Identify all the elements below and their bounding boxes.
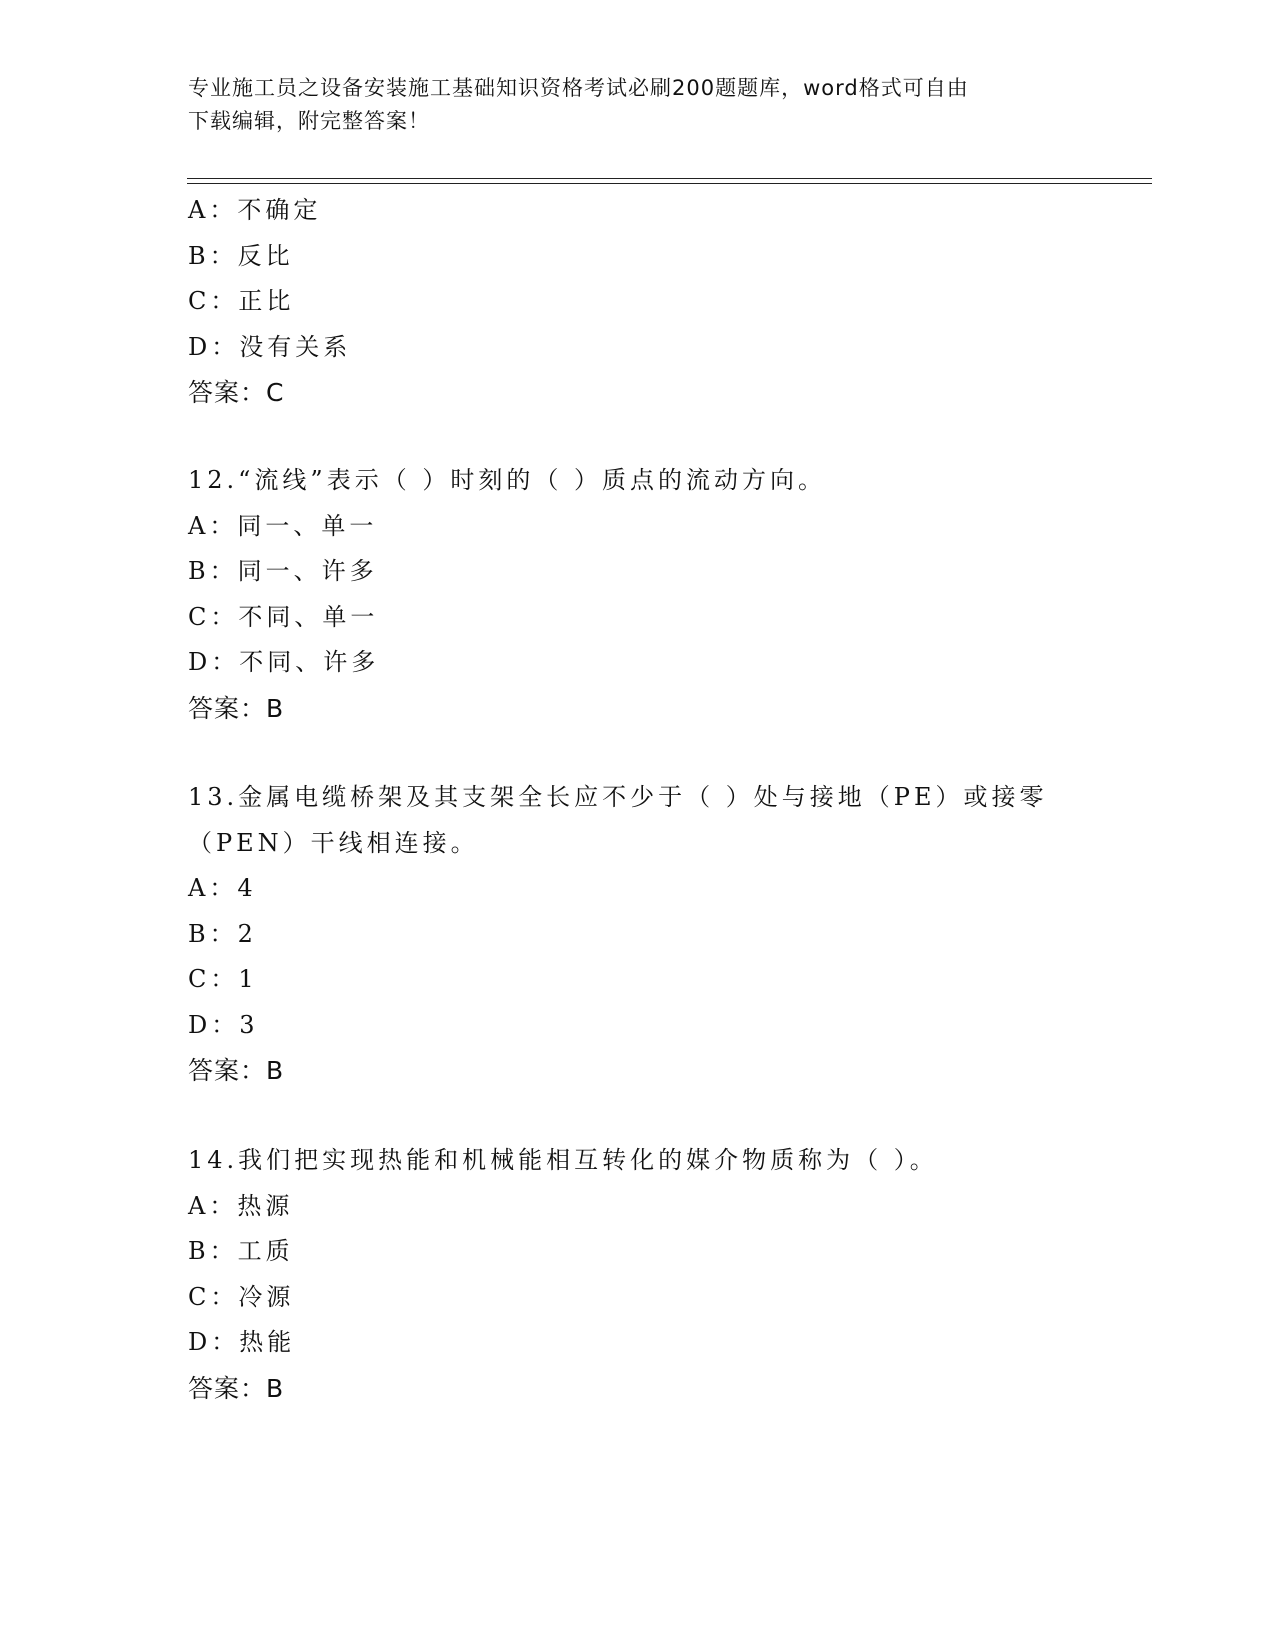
answer-label: 答案：B xyxy=(188,1373,285,1403)
option-b: B：工质 xyxy=(188,1237,294,1265)
question-13-block xyxy=(188,775,1088,1094)
option-b: B：同一、许多 xyxy=(188,557,378,585)
option-d: D：3 xyxy=(188,1010,259,1039)
question-text: 12.“流线”表示（ ）时刻的（ ）质点的流动方向。 xyxy=(188,466,826,494)
question-text: 14.我们把实现热能和机械能相互转化的媒介物质称为（ ）。 xyxy=(188,1146,938,1174)
option-a: A：不确定 xyxy=(188,196,322,224)
question-12-block xyxy=(188,458,1088,731)
option-b: B：反比 xyxy=(188,241,294,270)
answer-label: 答案：B xyxy=(188,1056,285,1085)
option-d: D：热能 xyxy=(188,1328,296,1356)
option-d: D：不同、许多 xyxy=(188,648,380,676)
option-c: C：正比 xyxy=(188,287,295,315)
option-d: D：没有关系 xyxy=(188,332,352,361)
option-a: A：同一、单一 xyxy=(188,511,378,540)
question-text-line-1: 13.金属电缆桥架及其支架全长应不少于（ ）处与接地（PE）或接零 xyxy=(188,783,1048,811)
option-c: C：冷源 xyxy=(188,1282,295,1311)
document-header xyxy=(188,72,1088,138)
option-b: B：2 xyxy=(188,919,257,948)
answer-label: 答案：B xyxy=(188,693,285,723)
question-11-block xyxy=(188,188,1088,416)
option-c: C：不同、单一 xyxy=(188,602,379,631)
header-rule-bottom xyxy=(187,183,1152,184)
header-line-1: 专业施工员之设备安装施工基础知识资格考试必刷200题题库，word格式可自由 xyxy=(188,76,969,100)
option-a: A：热源 xyxy=(188,1191,294,1220)
question-text-line-2: （PEN）干线相连接。 xyxy=(188,828,479,857)
option-a: A：4 xyxy=(188,874,257,902)
question-14-block xyxy=(188,1138,1088,1411)
answer-label: 答案：C xyxy=(188,378,285,407)
option-c: C：1 xyxy=(188,965,258,993)
header-line-2: 下载编辑，附完整答案！ xyxy=(188,109,430,133)
header-rule-top xyxy=(187,178,1152,179)
